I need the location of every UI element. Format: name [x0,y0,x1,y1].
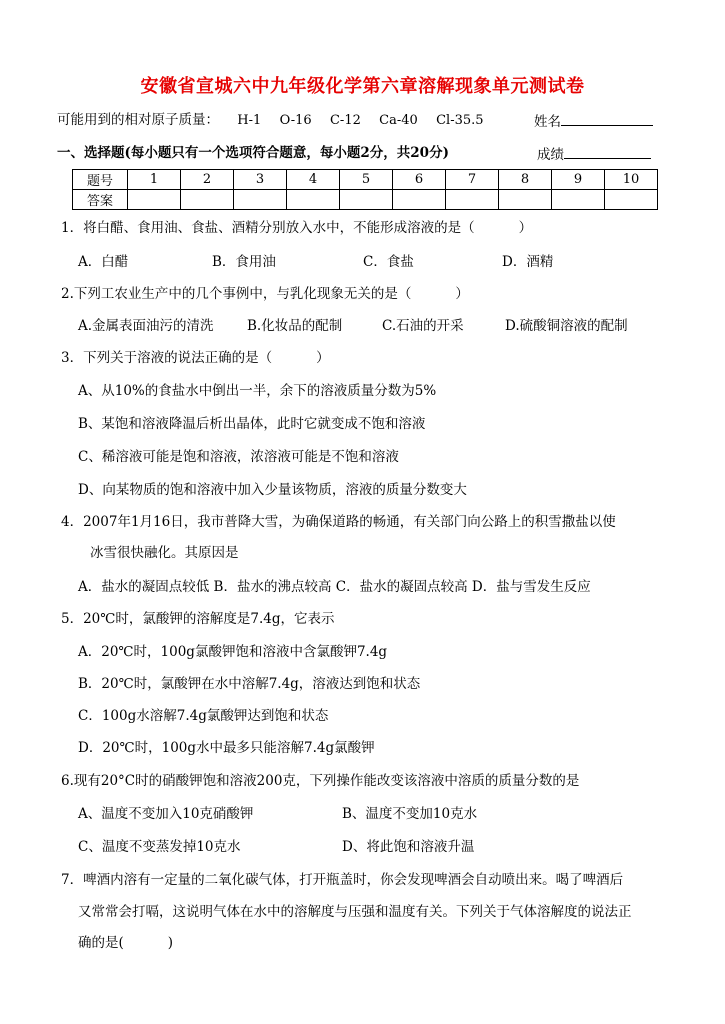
question-text: ) [167,935,174,951]
question-1-stem [61,218,532,238]
name-field [534,110,653,132]
answer-cell[interactable] [605,190,658,210]
option-2b: B.化妆品的配制 [247,318,343,334]
question-text: 2.下列工农业生产中的几个事例中，与乳化现象无关的是（ [61,286,412,302]
atomic-mass-item: Ca-40 [379,113,418,128]
option-3a: A、从10%的食盐水中倒出一半，余下的溶液质量分数为5% [78,383,437,399]
score-blank[interactable] [564,143,651,159]
atomic-mass-item: H-1 [237,113,262,128]
question-7-stem-cont: 又常常会打嗝，这说明气体在水中的溶解度与压强和温度有关。下列关于气体溶解度的说法正 [78,904,632,920]
question-number-cell: 2 [181,170,234,190]
option-5d: D．20℃时，100g水中最多只能溶解7.4g氯酸钾 [78,740,375,756]
section-title: 一、选择题(每小题只有一个选项符合题意，每小题2分，共20分) [57,145,449,161]
option-1b: B．食用油 [212,254,276,270]
option-3d: D、向某物质的饱和溶液中加入少量该物质，溶液的质量分数变大 [78,482,467,498]
question-3-stem [61,348,330,368]
atomic-mass-item: C-12 [329,113,361,128]
score-field [537,143,651,165]
answer-cell[interactable] [499,190,552,210]
question-number-cell: 6 [393,170,446,190]
table-row-label: 答案 [73,190,128,210]
answer-cell[interactable] [181,190,234,210]
question-4-stem-cont: 冰雪很快融化。其原因是 [90,545,239,561]
answer-cell[interactable] [552,190,605,210]
option-5a: A．20℃时，100g氯酸钾饱和溶液中含氯酸钾7.4g [78,644,388,660]
table-row [73,170,658,190]
question-text: 1．将白醋、食用油、食盐、酒精分别放入水中，不能形成溶液的是（ [61,220,475,236]
score-label: 成绩 [537,147,564,163]
question-text: 确的是( [78,935,124,951]
question-7-stem: 7．啤酒内溶有一定量的二氧化碳气体，打开瓶盖时，你会发现啤酒会自动喷出来。喝了啤酒后 [61,872,624,888]
option-3c: C、稀溶液可能是饱和溶液，浓溶液可能是不饱和溶液 [78,449,399,465]
question-4-stem: 4．2007年1月16日，我市普降大雪，为确保道路的畅通，有关部门向公路上的积雪撒盐以使 [61,514,616,530]
answer-table [72,169,658,210]
option-1a: A．白醋 [78,254,129,270]
question-number-cell: 10 [605,170,658,190]
question-number-cell: 3 [234,170,287,190]
option-2d: D.硫酸铜溶液的配制 [505,318,628,334]
question-number-cell: 8 [499,170,552,190]
question-2-stem [61,284,469,304]
option-3b: B、某饱和溶液降温后析出晶体，此时它就变成不饱和溶液 [78,416,426,432]
atomic-mass-label: 可能用到的相对原子质量： [57,112,219,128]
question-text: ） [455,286,469,302]
answer-cell[interactable] [234,190,287,210]
name-blank[interactable] [561,110,653,126]
option-1d: D．酒精 [502,254,554,270]
question-number-cell: 1 [128,170,181,190]
question-4-options: A．盐水的凝固点较低 B．盐水的沸点较高 C．盐水的凝固点较高 D．盐与雪发生反应 [78,579,591,595]
option-2c: C.石油的开采 [382,318,464,334]
option-6a: A、温度不变加入10克硝酸钾 [78,806,254,822]
question-7-stem-end [78,933,173,953]
table-row-label: 题号 [73,170,128,190]
question-text: ） [316,350,330,366]
option-6b: B、温度不变加10克水 [342,806,478,822]
question-number-cell: 7 [446,170,499,190]
option-6d: D、将此饱和溶液升温 [342,839,475,855]
option-6c: C、温度不变蒸发掉10克水 [78,839,241,855]
atomic-mass-item: Cl-35.5 [436,113,484,128]
question-text: 3．下列关于溶液的说法正确的是（ [61,350,273,366]
answer-cell[interactable] [446,190,499,210]
answer-cell[interactable] [128,190,181,210]
question-number-cell: 9 [552,170,605,190]
answer-cell[interactable] [287,190,340,210]
table-row [73,190,658,210]
question-6-stem: 6.现有20°C时的硝酸钾饱和溶液200克，下列操作能改变该溶液中溶质的质量分数的是 [61,773,580,789]
question-5-stem: 5．20℃时，氯酸钾的溶解度是7.4g，它表示 [61,611,335,627]
answer-cell[interactable] [393,190,446,210]
option-1c: C．食盐 [363,254,414,270]
name-label: 姓名 [534,114,561,130]
option-5b: B．20℃时，氯酸钾在水中溶解7.4g，溶液达到饱和状态 [78,676,421,692]
answer-cell[interactable] [340,190,393,210]
question-text: ） [518,220,533,236]
page-title: 安徽省宣城六中九年级化学第六章溶解现象单元测试卷 [140,76,585,97]
atomic-mass-line [57,110,498,131]
atomic-mass-item: O-16 [279,113,312,128]
question-number-cell: 4 [287,170,340,190]
option-2a: A.金属表面油污的清洗 [78,318,214,334]
question-number-cell: 5 [340,170,393,190]
option-5c: C．100g水溶解7.4g氯酸钾达到饱和状态 [78,708,329,724]
